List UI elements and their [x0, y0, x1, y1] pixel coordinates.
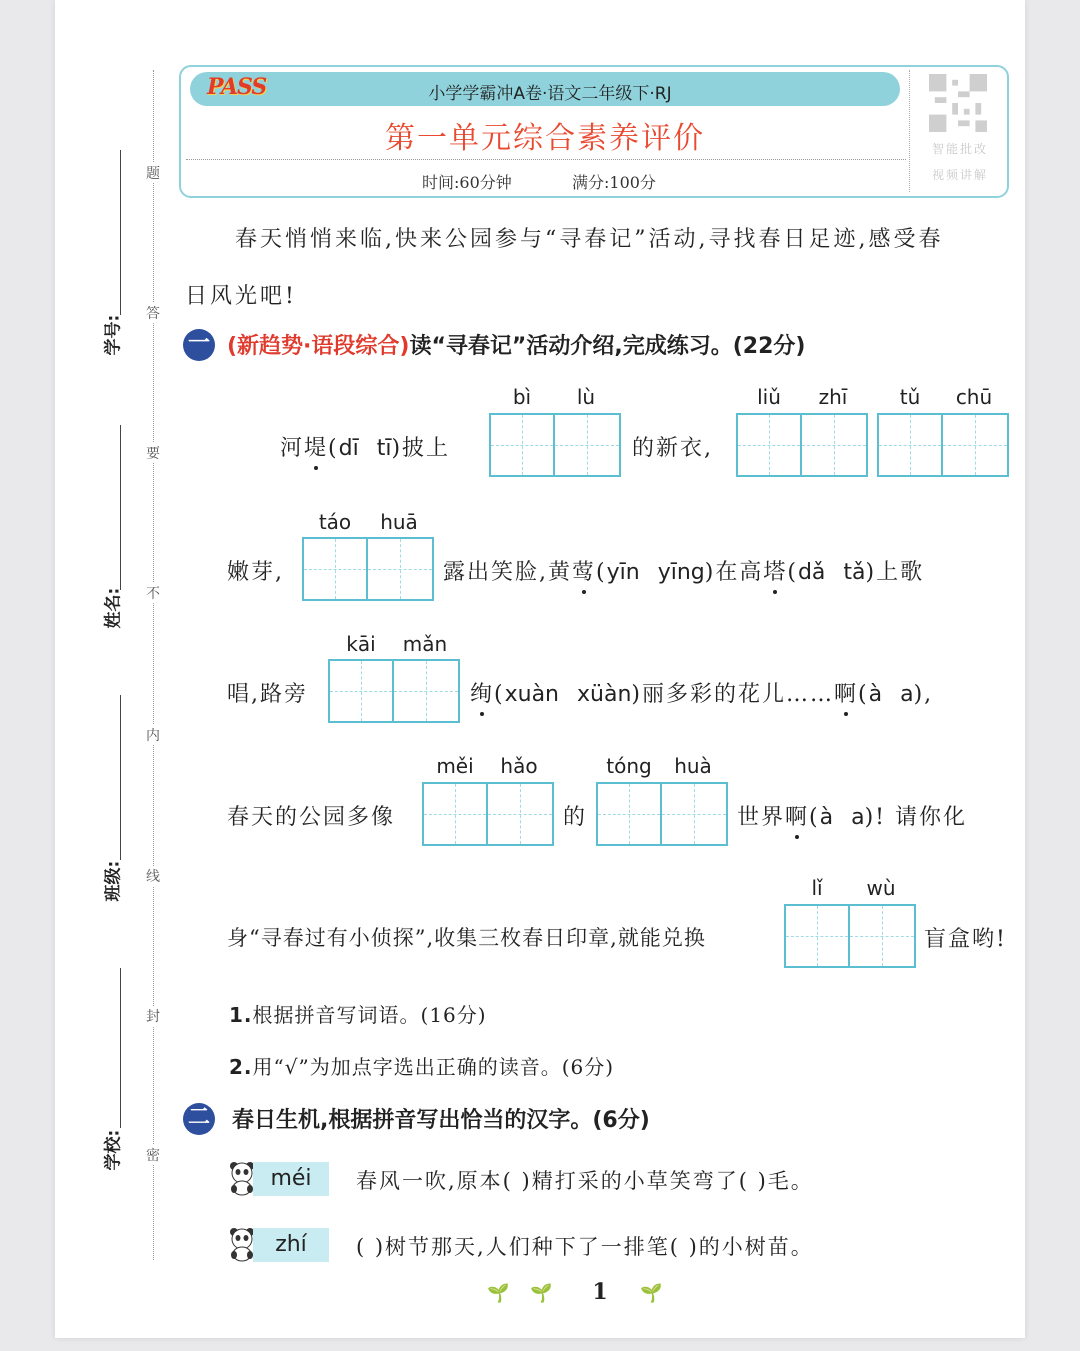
fill-sentence[interactable]: 春风一吹,原本( )精打采的小草笑弯了( )毛。 — [356, 1169, 814, 1193]
dotted-char: 啊 — [785, 805, 810, 830]
intro-line-1: 春天悄悄来临,快来公园参与“寻春记”活动,寻找春日足迹,感受春 — [235, 227, 944, 252]
binding-dotted-line — [153, 70, 154, 1260]
dotted-char: 堤 — [304, 436, 329, 461]
answer-grid[interactable] — [784, 904, 916, 968]
time-limit: 时间:60分钟 — [422, 173, 512, 192]
reading-option[interactable]: a — [851, 805, 865, 830]
pinyin-label: wù — [866, 876, 896, 900]
reading-option[interactable]: xüàn — [577, 682, 632, 707]
sprout-icon: 🌱 — [487, 1283, 510, 1304]
answer-grid[interactable] — [736, 413, 868, 477]
header-vertical-divider — [909, 70, 910, 192]
sprout-icon: 🌱 — [530, 1283, 553, 1304]
section-1-tag: (新趋势·语段综合) — [227, 334, 410, 359]
pinyin-label: mǎn — [402, 632, 448, 656]
pinyin-label: huā — [380, 510, 418, 534]
pinyin-label: chū — [955, 385, 993, 409]
answer-grid[interactable] — [328, 659, 460, 723]
passage-row-5: 身“寻春过有小侦探”,收集三枚春日印章,就能兑换 — [227, 926, 706, 950]
answer-grid[interactable] — [302, 537, 434, 601]
dotted-char: 莺 — [572, 560, 597, 585]
seal-char: 线 — [142, 866, 164, 886]
pinyin-label: tǔ — [899, 385, 921, 409]
seal-char: 不 — [142, 583, 164, 603]
answer-grid[interactable] — [596, 782, 728, 846]
page-number: 1 — [592, 1279, 608, 1305]
passage-row-1-end: 的新衣, — [632, 436, 713, 461]
full-score: 满分:100分 — [572, 173, 656, 192]
passage-row-2-start: 嫩芽, — [227, 560, 284, 585]
passage-row-4-start: 春天的公园多像 — [227, 805, 396, 830]
reading-option[interactable]: dǎ — [797, 560, 826, 585]
student-id-label: 学号: — [103, 314, 124, 356]
pinyin-label: měi — [436, 754, 474, 778]
section-1-instruction: 读“寻春记”活动介绍,完成练习。(22分) — [409, 334, 806, 359]
header-divider — [186, 159, 906, 160]
school-line[interactable] — [120, 968, 121, 1128]
pinyin-label: tóng — [606, 754, 652, 778]
qr-caption-grading: 智能批改 — [931, 142, 988, 156]
pinyin-tag: zhí — [253, 1228, 329, 1262]
seal-char: 题 — [142, 163, 164, 183]
seal-char: 要 — [142, 443, 164, 463]
intro-line-2: 日风光吧! — [185, 284, 297, 309]
passage-row-1: 河堤(dī tī)披上 — [280, 436, 451, 461]
pinyin-label: lù — [576, 385, 596, 409]
pinyin-label: bì — [512, 385, 532, 409]
student-id-line[interactable] — [120, 150, 121, 315]
answer-grid[interactable] — [877, 413, 1009, 477]
answer-grid[interactable] — [489, 413, 621, 477]
reading-option[interactable]: a — [900, 682, 914, 707]
section-2-badge: 二 — [183, 1103, 215, 1135]
pinyin-label: lǐ — [811, 876, 823, 900]
section-2-title: 春日生机,根据拼音写出恰当的汉字。(6分) — [232, 1108, 650, 1133]
reading-option[interactable]: tǎ — [843, 560, 866, 585]
name-label: 姓名: — [103, 587, 124, 629]
pinyin-tag: méi — [253, 1162, 329, 1196]
reading-option[interactable]: à — [819, 805, 834, 830]
reading-option[interactable]: dī — [338, 436, 359, 461]
class-label: 班级: — [103, 860, 124, 902]
question-2: 2.用“√”为加点字选出正确的读音。(6分) — [229, 1055, 615, 1079]
passage-row-4: 世界啊(à a)! 请你化 — [737, 805, 968, 830]
seal-char: 封 — [142, 1006, 164, 1026]
name-line[interactable] — [120, 425, 121, 590]
passage-row-5-end: 盲盒哟! — [924, 927, 1007, 952]
class-line[interactable] — [120, 695, 121, 860]
pass-logo: PASS — [207, 74, 267, 100]
answer-grid[interactable] — [422, 782, 554, 846]
reading-option[interactable]: à — [868, 682, 883, 707]
passage-row-4-mid: 的 — [563, 805, 588, 830]
pinyin-label: kāi — [346, 632, 376, 656]
passage-row-2: 露出笑脸,黄莺(yīn yīng)在高塔(dǎ tǎ)上歌 — [443, 560, 925, 585]
reading-option[interactable]: xuàn — [504, 682, 559, 707]
dotted-char: 塔 — [763, 560, 788, 585]
sprout-icon: 🌱 — [640, 1283, 663, 1304]
section-1-badge: 一 — [183, 329, 215, 361]
pinyin-label: zhī — [818, 385, 848, 409]
seal-char: 答 — [142, 303, 164, 323]
passage-row-3-start: 唱,路旁 — [227, 682, 308, 707]
qr-caption-video: 视频讲解 — [931, 168, 988, 182]
passage-row-3: 绚(xuàn xüàn)丽多彩的花儿……啊(à a), — [470, 682, 934, 707]
question-1: 1.根据拼音写词语。(16分) — [229, 1003, 487, 1027]
pinyin-label: hǎo — [500, 754, 538, 778]
section-1-title — [227, 329, 805, 360]
dotted-char: 啊 — [833, 682, 858, 707]
seal-char: 密 — [142, 1145, 164, 1165]
pinyin-label: huà — [674, 754, 712, 778]
seal-char: 内 — [142, 725, 164, 745]
series-title: 小学学霸冲A卷·语文二年级下·RJ — [428, 84, 672, 104]
dotted-char: 绚 — [470, 682, 495, 707]
worksheet-page — [55, 0, 1025, 1338]
page-title: 第一单元综合素养评价 — [385, 121, 705, 156]
pinyin-label: liǔ — [757, 385, 781, 409]
reading-option[interactable]: yīn — [606, 560, 640, 585]
qr-code-icon[interactable] — [929, 74, 987, 132]
reading-option[interactable]: tī — [376, 436, 392, 461]
fill-sentence[interactable]: ( )树节那天,人们种下了一排笔( )的小树苗。 — [356, 1235, 814, 1259]
school-label: 学校: — [103, 1129, 124, 1171]
pinyin-label: táo — [318, 510, 352, 534]
reading-option[interactable]: yīng — [657, 560, 705, 585]
